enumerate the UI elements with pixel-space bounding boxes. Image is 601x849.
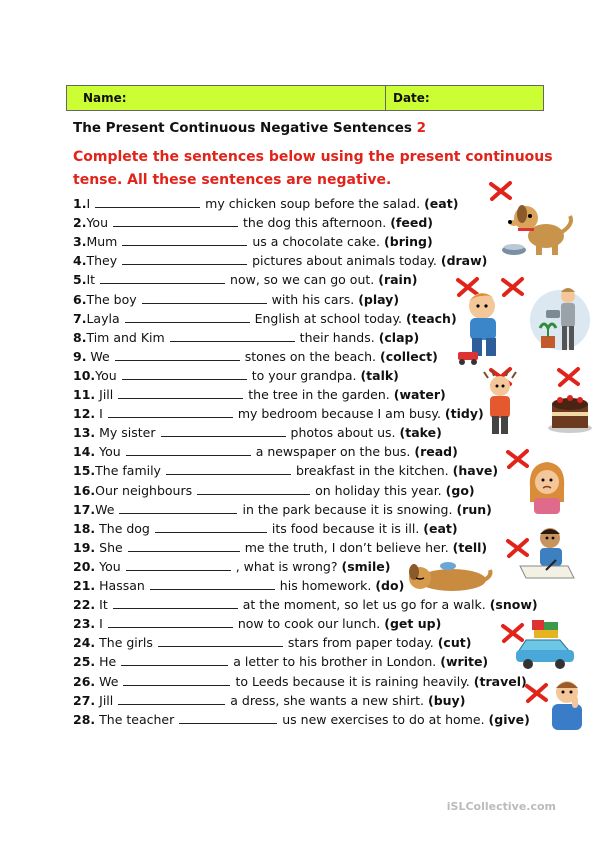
sentence-item <box>73 674 527 690</box>
sentence-subject: It <box>95 597 108 613</box>
sentence-item <box>73 444 458 460</box>
boy-thinking-picture <box>544 676 590 732</box>
sentence-subject: Our neighbours <box>95 482 193 498</box>
answer-blank[interactable] <box>118 693 225 705</box>
sentence-item <box>73 597 538 613</box>
verb-hint: (write) <box>440 654 489 670</box>
verb-hint: (snow) <box>489 597 538 613</box>
sentence-number: 16. <box>73 482 96 498</box>
sentence-number: 20. <box>73 558 96 574</box>
verb-hint: (do) <box>375 578 405 593</box>
date-label: Date: <box>393 91 430 105</box>
girl-picture <box>478 370 522 440</box>
sentence-subject: My sister <box>95 425 156 441</box>
sentence-subject: You <box>95 558 121 574</box>
answer-blank[interactable] <box>122 234 247 246</box>
verb-hint: (rain) <box>378 272 418 288</box>
sentence-subject: You <box>95 444 121 460</box>
sentence-subject: Mum <box>86 234 118 250</box>
answer-blank[interactable] <box>113 597 238 609</box>
sentence-number: 23. <box>73 616 96 632</box>
sleeping-dog-picture <box>400 558 494 594</box>
sentence-number: 14. <box>73 444 96 460</box>
verb-hint: (get up) <box>384 616 442 632</box>
sentence-number: 26. <box>73 673 96 689</box>
sentence-item <box>73 272 417 288</box>
sentence-number: 4. <box>73 253 87 269</box>
sentence-rest: a dress, she wants a new shirt. <box>230 692 424 708</box>
verb-hint: (go) <box>445 482 475 498</box>
sentence-item <box>73 215 433 231</box>
footer-watermark: iSLCollective.com <box>446 800 556 813</box>
sentence-subject: The teacher <box>95 711 175 727</box>
verb-hint: (bring) <box>384 234 433 250</box>
page-title <box>73 120 426 136</box>
sentence-number: 19. <box>73 539 96 555</box>
answer-blank[interactable] <box>170 330 295 342</box>
answer-blank[interactable] <box>155 521 267 533</box>
verb-hint: (take) <box>399 425 442 441</box>
sentence-rest: a newspaper on the bus. <box>255 444 411 460</box>
answer-blank[interactable] <box>118 387 243 399</box>
sentence-number: 1. <box>73 196 87 211</box>
sentence-rest: on holiday this year. <box>315 482 442 498</box>
answer-blank[interactable] <box>113 215 238 227</box>
verb-hint: (eat) <box>423 520 458 536</box>
sentence-subject: Layla <box>86 310 120 326</box>
answer-blank[interactable] <box>128 540 240 552</box>
sentence-item <box>73 616 441 632</box>
verb-hint: (travel) <box>473 673 527 689</box>
answer-blank[interactable] <box>121 654 228 666</box>
verb-hint: (talk) <box>360 367 399 383</box>
sentence-rest: his homework. <box>279 578 372 593</box>
sentence-number: 18. <box>73 520 96 536</box>
sentence-number: 15. <box>73 463 96 479</box>
sentence-rest: its food because it is ill. <box>271 520 420 536</box>
verb-hint: (have) <box>452 463 499 479</box>
answer-blank[interactable] <box>161 425 286 437</box>
sentence-rest: English at school today. <box>254 310 403 326</box>
sentence-rest: stars from paper today. <box>287 635 434 651</box>
answer-blank[interactable] <box>179 712 277 724</box>
sentence-subject: The family <box>95 463 161 479</box>
sentence-number: 6. <box>73 291 87 307</box>
sentence-item <box>73 330 419 346</box>
sentence-rest: to your grandpa. <box>251 367 357 383</box>
answer-blank[interactable] <box>123 674 230 686</box>
sentence-item <box>73 483 475 499</box>
sentence-rest: me the truth, I don’t believe her. <box>244 539 449 555</box>
sentence-number: 13. <box>73 425 96 441</box>
sentence-item <box>73 502 492 518</box>
sentence-rest: with his cars. <box>271 291 355 307</box>
sentence-item <box>73 425 442 441</box>
sentence-number: 7. <box>73 310 87 326</box>
verb-hint: (cut) <box>437 635 472 651</box>
answer-blank[interactable] <box>125 311 250 323</box>
sentence-subject: They <box>86 253 118 269</box>
verb-hint: (teach) <box>406 310 457 326</box>
sentence-item <box>73 234 433 250</box>
sentence-item <box>73 196 458 212</box>
car-with-luggage-picture <box>514 616 576 672</box>
verb-hint: (tell) <box>452 539 488 555</box>
answer-blank[interactable] <box>115 349 240 361</box>
verb-hint: (smile) <box>341 558 391 574</box>
sentence-subject: You <box>86 215 108 231</box>
sentence-item <box>73 253 487 269</box>
answer-blank[interactable] <box>108 616 233 628</box>
answer-blank[interactable] <box>100 272 225 284</box>
sentence-subject: He <box>95 654 117 670</box>
sentence-item <box>73 521 458 537</box>
title-number: 2 <box>416 120 427 136</box>
sentence-subject: I <box>86 196 91 211</box>
sentence-rest: at the moment, so let us go for a walk. <box>242 597 486 613</box>
answer-blank[interactable] <box>126 444 251 456</box>
verb-hint: (collect) <box>379 348 438 364</box>
sentence-number: 3. <box>73 234 87 250</box>
sentence-rest: photos about us. <box>290 425 396 441</box>
instructions: Complete the sentences below using the present continuous tense. All these sentences are negative. <box>73 149 553 188</box>
boy-playing-picture <box>452 284 518 366</box>
answer-blank[interactable] <box>119 502 237 514</box>
sentence-item <box>73 712 530 728</box>
sentence-rest: my chicken soup before the salad. <box>205 196 421 211</box>
name-date-bar <box>66 85 544 111</box>
sentence-item <box>73 463 498 479</box>
sentence-subject: I <box>95 616 103 632</box>
sentence-item <box>73 387 446 403</box>
sentence-rest: to Leeds because it is raining heavily. <box>235 673 470 689</box>
sentence-item <box>73 578 404 594</box>
answer-blank[interactable] <box>142 292 267 304</box>
sentence-number: 10. <box>73 367 96 383</box>
dog-picture <box>500 196 578 258</box>
verb-hint: (play) <box>358 291 400 307</box>
sentence-item <box>73 540 487 556</box>
sentence-number: 9. <box>73 348 87 364</box>
sentence-subject: You <box>95 367 117 383</box>
name-label: Name: <box>83 91 127 105</box>
sentence-number: 5. <box>73 272 87 288</box>
verb-hint: (give) <box>488 711 530 727</box>
sentence-subject: We <box>86 348 110 364</box>
verb-hint: (buy) <box>427 692 466 708</box>
sentence-subject: We <box>95 673 119 689</box>
sentence-rest: their hands. <box>299 329 375 345</box>
sentence-item <box>73 368 399 384</box>
answer-blank[interactable] <box>166 463 291 475</box>
sentence-number: 11. <box>73 387 96 402</box>
sentence-number: 21. <box>73 578 96 593</box>
sentence-item <box>73 635 471 651</box>
sentence-item <box>73 559 390 575</box>
woman-watering-picture <box>528 282 592 360</box>
sentence-subject: Tim and Kim <box>86 329 165 345</box>
answer-blank[interactable] <box>108 406 233 418</box>
sentence-item <box>73 311 457 327</box>
sentence-number: 12. <box>73 406 96 422</box>
answer-blank[interactable] <box>197 483 310 495</box>
sentence-number: 8. <box>73 329 87 345</box>
verb-hint: (clap) <box>378 329 420 345</box>
sentence-rest: my bedroom because I am busy. <box>237 406 441 422</box>
cake-picture <box>546 384 594 436</box>
sentence-rest: pictures about animals today. <box>252 253 437 269</box>
sentence-number: 28. <box>73 711 96 727</box>
sentence-subject: I <box>95 406 103 422</box>
verb-hint: (draw) <box>440 253 488 269</box>
sentence-rest: now, so we can go out. <box>230 272 375 288</box>
sentence-subject: We <box>95 501 115 517</box>
sentence-rest: now to cook our lunch. <box>237 616 381 632</box>
sentence-rest: , what is wrong? <box>235 558 338 574</box>
answer-blank[interactable] <box>158 635 283 647</box>
answer-blank[interactable] <box>95 196 200 208</box>
sentence-rest: us new exercises to do at home. <box>282 711 485 727</box>
sentence-subject: Jill <box>95 387 114 402</box>
answer-blank[interactable] <box>150 578 275 590</box>
verb-hint: (water) <box>393 387 446 402</box>
sentence-rest: in the park because it is snowing. <box>242 501 453 517</box>
sentence-number: 22. <box>73 597 96 613</box>
verb-hint: (read) <box>414 444 458 460</box>
answer-blank[interactable] <box>126 559 231 571</box>
sentence-rest: the tree in the garden. <box>248 387 390 402</box>
sentence-item <box>73 693 465 709</box>
verb-hint: (run) <box>456 501 492 517</box>
sentence-number: 2. <box>73 215 87 231</box>
sentence-number: 27. <box>73 692 96 708</box>
sentence-subject: Hassan <box>95 578 145 593</box>
sentence-subject: The boy <box>86 291 137 307</box>
sentence-number: 25. <box>73 654 96 670</box>
sentence-item <box>73 349 438 365</box>
sentence-subject: Jill <box>95 692 114 708</box>
sentence-subject: The girls <box>95 635 153 651</box>
sentence-item <box>73 654 488 670</box>
sentence-rest: the dog this afternoon. <box>243 215 387 231</box>
sentence-item <box>73 292 399 308</box>
sentence-number: 17. <box>73 501 96 517</box>
divider <box>385 86 386 110</box>
sentence-subject: It <box>86 272 96 288</box>
sentence-rest: breakfast in the kitchen. <box>295 463 449 479</box>
sad-girl-picture <box>522 458 572 514</box>
answer-blank[interactable] <box>122 253 247 265</box>
sentence-subject: She <box>95 539 123 555</box>
answer-blank[interactable] <box>122 368 247 380</box>
sentence-rest: us a chocolate cake. <box>252 234 381 250</box>
boy-writing-picture <box>516 524 578 582</box>
title-text: The Present Continuous Negative Sentences <box>73 120 412 136</box>
sentence-number: 24. <box>73 635 96 651</box>
sentence-rest: stones on the beach. <box>244 348 376 364</box>
sentence-rest: a letter to his brother in London. <box>233 654 437 670</box>
sentence-subject: The dog <box>95 520 150 536</box>
verb-hint: (eat) <box>424 196 459 211</box>
verb-hint: (tidy) <box>444 406 484 422</box>
sentence-item <box>73 406 484 422</box>
verb-hint: (feed) <box>390 215 433 231</box>
